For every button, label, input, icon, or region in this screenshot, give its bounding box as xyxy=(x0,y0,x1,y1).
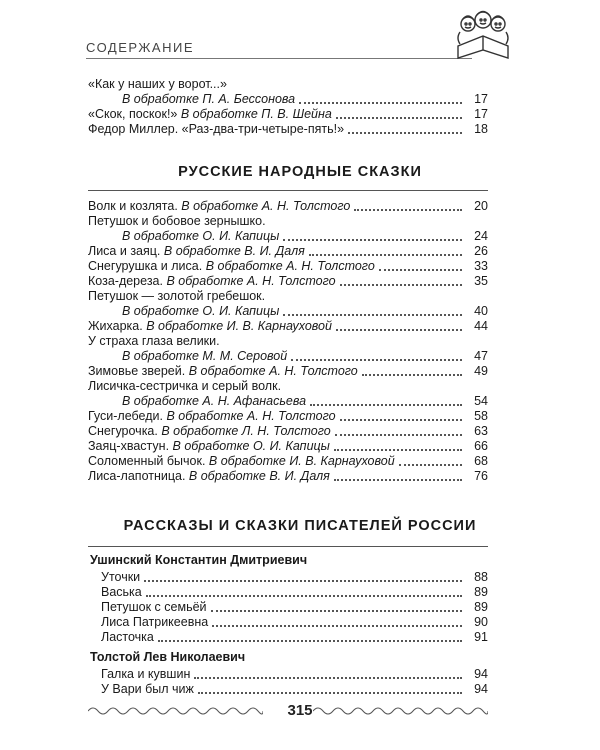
toc-entry: «Скок, поскок!» В обработке П. В. Шейна 17 xyxy=(88,107,488,121)
toc-entry: В обработке О. И. Капицы 24 xyxy=(122,229,488,243)
header-rule xyxy=(86,58,472,59)
toc-entry: Гуси-лебеди. В обработке А. Н. Толстого 58 xyxy=(88,409,488,423)
children-reading-icon xyxy=(454,6,512,64)
toc-entry: Лисичка-сестричка и серый волк. xyxy=(88,379,282,393)
toc-entry: У страха глаза велики. xyxy=(88,334,220,348)
toc-entry: Петушок и бобовое зернышко. xyxy=(88,214,266,228)
author-name: Ушинский Константин Дмитриевич xyxy=(90,553,308,567)
toc-entry: «Как у наших у ворот...» xyxy=(88,77,227,91)
toc-entry: Коза-дереза. В обработке А. Н. Толстого 35 xyxy=(88,274,488,288)
toc-entry: Петушок с семьёй 89 xyxy=(101,600,488,614)
toc-entry: В обработке А. Н. Афанасьева 54 xyxy=(122,394,488,408)
toc-entry: У Вари был чиж 94 xyxy=(101,682,488,696)
page-number: 315 xyxy=(287,702,313,719)
toc-entry: Волк и козлята. В обработке А. Н. Толстого 20 xyxy=(88,199,488,213)
toc-entry: Снегурушка и лиса. В обработке А. Н. Толстого 33 xyxy=(88,259,488,273)
toc-entry: Васька 89 xyxy=(101,585,488,599)
toc-entry: Петушок — золотой гребешок. xyxy=(88,289,266,303)
toc-entry: В обработке М. М. Серовой 47 xyxy=(122,349,488,363)
toc-entry: Лиса Патрикеевна 90 xyxy=(101,615,488,629)
toc-entry: Галка и кувшин 94 xyxy=(101,667,488,681)
toc-entry: В обработке П. А. Бессонова 17 xyxy=(122,92,488,106)
toc-entry: Лиса-лапотница. В обработке В. И. Даля 76 xyxy=(88,469,488,483)
toc-entry: Снегурочка. В обработке Л. Н. Толстого 63 xyxy=(88,424,488,438)
section-title-folk: РУССКИЕ НАРОДНЫЕ СКАЗКИ xyxy=(178,164,422,180)
section-title-writers: РАССКАЗЫ И СКАЗКИ ПИСАТЕЛЕЙ РОССИИ xyxy=(123,518,477,534)
toc-entry: Зимовье зверей. В обработке А. Н. Толстого 49 xyxy=(88,364,488,378)
toc-entry: Уточки 88 xyxy=(101,570,488,584)
author-name: Толстой Лев Николаевич xyxy=(90,650,246,664)
section-rule xyxy=(88,546,488,547)
toc-entry: В обработке О. И. Капицы 40 xyxy=(122,304,488,318)
running-header: СОДЕРЖАНИЕ xyxy=(86,40,195,55)
toc-entry: Соломенный бычок. В обработке И. В. Карнауховой 68 xyxy=(88,454,488,468)
toc-entry: Федор Миллер. «Раз-два-три-четыре-пять!» 18 xyxy=(88,122,488,136)
section-rule xyxy=(88,190,488,191)
footer-wave-right xyxy=(313,705,488,717)
toc-entry: Жихарка. В обработке И. В. Карнауховой 44 xyxy=(88,319,488,333)
toc-entry: Лиса и заяц. В обработке В. И. Даля 26 xyxy=(88,244,488,258)
toc-entry: Заяц-хвастун. В обработке О. И. Капицы 66 xyxy=(88,439,488,453)
toc-entry: Ласточка 91 xyxy=(101,630,488,644)
